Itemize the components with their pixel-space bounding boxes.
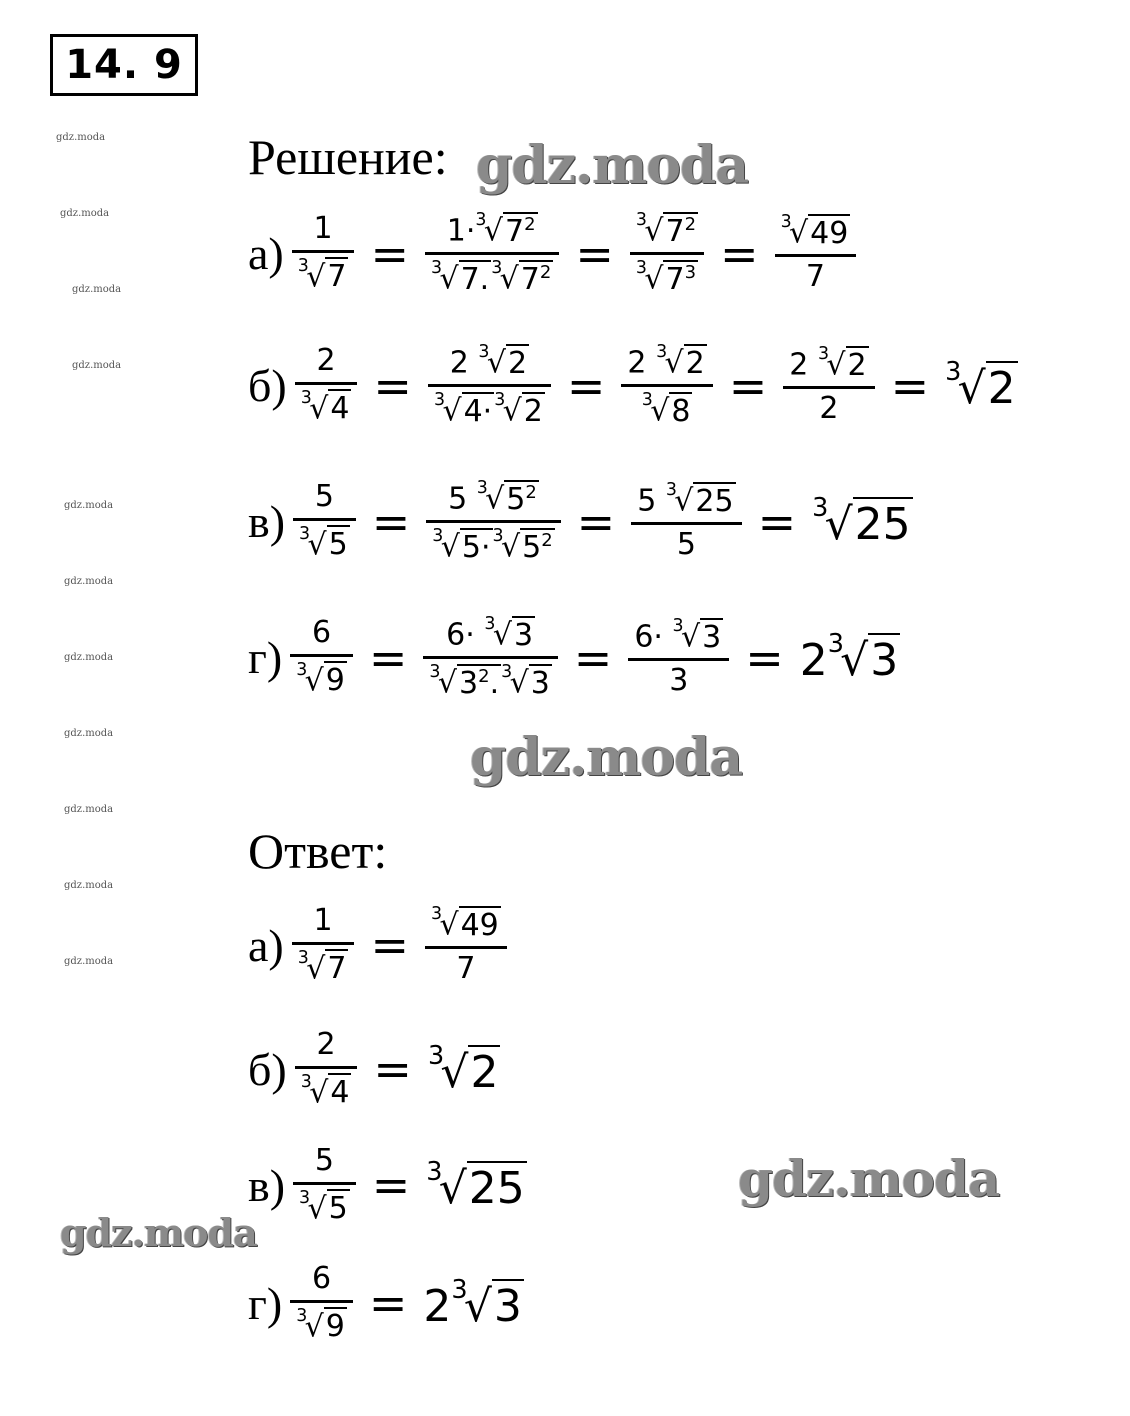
solution-heading: Решение: [248,129,448,185]
equals-sign: = [745,630,784,685]
solution-row-a [248,210,856,297]
numerator: 5 $^3√5^2$ [448,478,537,517]
watermark-big: gdz.moda [476,135,749,196]
denominator: $^3$√7 [297,255,347,295]
item-label: г) [248,1277,283,1329]
numerator: $1\cdot^3√7^2$ [446,210,536,249]
watermark-small: gdz.moda [64,804,114,815]
solution-row-b [248,342,1018,429]
result: $^3$√25 [426,1156,525,1214]
answer-heading: Ответ: [248,823,388,879]
denominator: $^3$√7. $^3√7^2$ [430,258,552,297]
denominator: $^3$√4 [300,387,350,427]
watermark-small: gdz.moda [60,208,110,219]
fraction [290,1262,353,1345]
denominator: $^3$√4· $^3$√2 [433,390,543,429]
fraction [293,1144,356,1227]
item-label: б) [248,1043,287,1095]
item-label: г) [248,632,283,684]
fraction [425,904,507,987]
answer-row-c [248,1144,527,1227]
watermark-small: gdz.moda [64,576,114,587]
denominator: 3 [669,663,689,699]
denominator: 7 [805,259,826,295]
numerator: 6 [311,615,332,651]
numerator: 5 [314,1143,334,1178]
numerator: $^3$√49 [780,212,849,251]
fraction [631,480,741,563]
watermark-small: gdz.moda [56,132,106,143]
equals-sign: = [368,630,408,685]
numerator: 2 $^3$√2 [789,344,867,383]
problem-number: 14. 9 [65,42,183,88]
equals-sign: = [757,494,797,549]
numerator: 2 [316,343,336,379]
watermark-small: gdz.moda [64,500,114,511]
denominator: $^3$√9 [296,659,345,699]
denominator: $^3$√4 [300,1071,350,1111]
denominator: $^3√5\cdot ^3√5^2$ [432,526,553,565]
numerator: 6· $^3$√3 [446,614,534,653]
fraction [295,1028,358,1111]
result: $2^3√3$ [423,1274,522,1332]
item-label: в) [248,1159,286,1211]
equals-sign: = [373,1042,412,1097]
equals-sign: = [566,358,606,413]
equals-sign: = [890,358,930,413]
result: $^3$√25 [812,493,911,551]
equals-sign: = [720,226,759,281]
item-label: в) [248,496,286,548]
watermark-big: gdz.moda [738,1149,1000,1208]
result: $^3$√2 [427,1040,499,1098]
denominator: 5 [676,527,696,563]
solution-row-d [248,614,900,701]
denominator: $^3√7^3$ [635,258,697,297]
watermark-big: gdz.moda [470,727,743,788]
denominator: $^3$√7 [297,947,347,987]
fraction [630,210,704,297]
fraction [292,904,355,987]
equals-sign: = [368,1276,408,1331]
watermark-small: gdz.moda [64,728,114,739]
answer-row-d [248,1262,524,1345]
fraction [628,616,729,699]
equals-sign: = [573,630,613,685]
answer-row-a [248,904,507,987]
fraction [775,212,857,295]
denominator: $^3$√9 [296,1305,345,1345]
equals-sign: = [728,358,768,413]
denominator: 7 [456,951,476,987]
denominator: $^3√3^2$. $^3$√3 [429,662,550,701]
fraction [293,480,356,563]
numerator: 6· $^3$√3 [634,616,722,655]
numerator: 5 $^3$√25 [637,480,734,519]
equals-sign: = [575,226,614,281]
equals-sign: = [373,358,412,413]
numerator: 1 [313,211,333,247]
numerator: 2 $^3$√2 [627,342,705,381]
fraction [621,342,712,429]
watermark-small: gdz.moda [64,956,114,967]
numerator: 1 [313,903,333,938]
numerator: 6 [311,1261,332,1296]
solution-row-c [248,478,913,565]
fraction [295,344,358,427]
numerator: 5 [314,479,334,515]
item-label: а) [248,919,284,971]
answer-row-b [248,1028,500,1111]
fraction [290,616,353,699]
fraction [783,344,874,427]
equals-sign: = [576,494,616,549]
denominator: $^3$√5 [299,1187,348,1227]
equals-sign: = [370,226,409,281]
watermark-small: gdz.moda [72,284,122,295]
denominator: 2 [819,391,839,427]
denominator: $^3$√5 [299,523,348,563]
fraction [426,478,560,565]
result: $^3$√2 [945,357,1016,415]
item-label: а) [248,228,284,280]
watermark-small: gdz.moda [64,880,114,891]
numerator: $^3√7^2$ [635,210,697,249]
watermark-big: gdz.moda [60,1210,257,1255]
equals-sign: = [371,1158,411,1213]
numerator: 2 [316,1027,336,1062]
fraction [428,342,551,429]
denominator: $^3$√8 [641,390,691,429]
numerator: 2 $^3$√2 [449,342,528,381]
fraction [423,614,557,701]
fraction [425,210,559,297]
equals-sign: = [371,494,411,549]
item-label: б) [248,360,287,412]
problem-number-box [50,34,198,96]
result: $2^3√3$ [799,629,899,687]
watermark-small: gdz.moda [72,360,122,371]
equals-sign: = [370,918,409,973]
watermark-small: gdz.moda [64,652,114,663]
fraction [292,212,355,295]
numerator: $^3$√49 [430,904,499,943]
